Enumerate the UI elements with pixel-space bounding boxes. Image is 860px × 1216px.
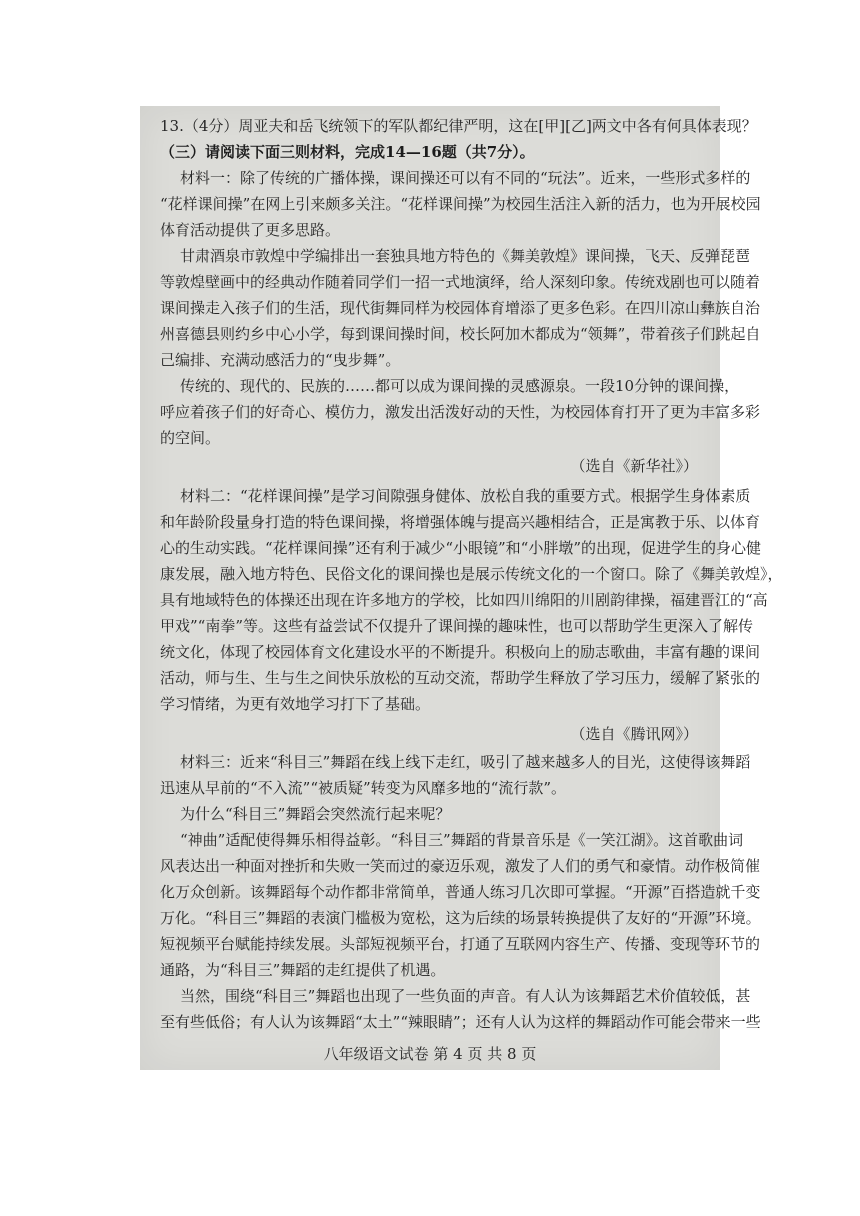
page-footer: 八年级语文试卷 第 4 页 共 8 页: [323, 1045, 537, 1063]
section-heading: （三）请阅读下面三则材料，完成14—16题（共7分）。: [160, 143, 535, 161]
paragraph-line: 统文化，体现了校园体育文化建设水平的不断提升。积极向上的励志歌曲，丰富有趣的课间: [160, 643, 761, 661]
paragraph-line: 课间操走入孩子们的生活，现代街舞同样为校园体育增添了更多色彩。在四川凉山彝族自治: [160, 299, 761, 317]
paragraph-line: 己编排、充满动感活力的“曳步舞”。: [160, 351, 401, 369]
paragraph-line: 甘肃酒泉市敦煌中学编排出一套独具地方特色的《舞美敦煌》课间操，飞天、反弹琵琶: [180, 247, 751, 265]
paragraph-line: 至有些低俗；有人认为该舞蹈“太土”“辣眼睛”；还有人认为这样的舞蹈动作可能会带来一些: [160, 1013, 761, 1031]
question-13: 13.（4分）周亚夫和岳飞统领下的军队都纪律严明，这在[甲][乙]两文中各有何具体表现？: [160, 117, 757, 135]
paragraph-line: 传统的、现代的、民族的……都可以成为课间操的灵感源泉。一段10分钟的课间操，: [180, 377, 740, 395]
paragraph-line: 学习情绪，为更有效地学习打下了基础。: [160, 695, 431, 713]
paragraph-line: 当然，围绕“科目三”舞蹈也出现了一些负面的声音。有人认为该舞蹈艺术价值较低，甚: [180, 987, 751, 1005]
paragraph-line: 体育活动提供了更多思路。: [160, 221, 341, 239]
paragraph-line: 康发展，融入地方特色、民俗文化的课间操也是展示传统文化的一个窗口。除了《舞美敦煌》，: [160, 565, 783, 583]
paragraph-line: 通路，为“科目三”舞蹈的走红提供了机遇。: [160, 961, 446, 979]
paragraph-line: 为什么“科目三”舞蹈会突然流行起来呢？: [180, 805, 451, 823]
paragraph-line: 迅速从早前的“不入流”“被质疑”转变为风靡多地的“流行款”。: [160, 779, 567, 797]
paragraph-line: 化万众创新。该舞蹈每个动作都非常简单，普通人练习几次即可掌握。“开源”百搭造就千变: [160, 883, 761, 901]
paragraph-line: 风表达出一种面对挫折和失败一笑而过的豪迈乐观，激发了人们的勇气和豪情。动作极简催: [160, 857, 761, 875]
paragraph-line: 的空间。: [160, 429, 221, 447]
source-citation: （选自《腾讯网》）: [570, 725, 698, 743]
paragraph-line: 甲戏”“南拳”等。这些有益尝试不仅提升了课间操的趣味性，也可以帮助学生更深入了解传: [160, 617, 754, 635]
paragraph-line: 等敦煌壁画中的经典动作随着同学们一招一式地演绎，给人深刻印象。传统戏剧也可以随着: [160, 273, 761, 291]
paragraph-line: “花样课间操”在网上引来颇多关注。“花样课间操”为校园生活注入新的活力，也为开展校园: [160, 195, 761, 213]
paragraph-line: 材料一：除了传统的广播体操，课间操还可以有不同的“玩法”。近来，一些形式多样的: [180, 169, 751, 187]
source-citation: （选自《新华社》）: [570, 457, 698, 475]
paragraph-line: 具有地域特色的体操还出现在许多地方的学校，比如四川绵阳的川剧韵律操，福建晋江的“高: [160, 591, 768, 609]
paragraph-line: 呼应着孩子们的好奇心、模仿力，激发出活泼好动的天性，为校园体育打开了更为丰富多彩: [160, 403, 761, 421]
paragraph-line: 心的生动实践。“花样课间操”还有利于减少“小眼镜”和“小胖墩”的出现，促进学生的身心健: [160, 539, 762, 557]
paragraph-line: 万化。“科目三”舞蹈的表演门槛极为宽松，这为后续的场景转换提供了友好的“开源”环境。: [160, 909, 761, 927]
exam-page: [140, 106, 783, 1070]
paragraph-line: 短视频平台赋能持续发展。头部短视频平台，打通了互联网内容生产、传播、变现等环节的: [160, 935, 761, 953]
paragraph-line: 材料二：“花样课间操”是学习间隙强身健体、放松自我的重要方式。根据学生身体素质: [180, 487, 751, 505]
paragraph-line: 州喜德县则约乡中心小学，每到课间操时间，校长阿加木都成为“领舞”，带着孩子们跳起自: [160, 325, 761, 343]
paragraph-line: 材料三：近来“科目三”舞蹈在线上线下走红，吸引了越来越多人的目光，这使得该舞蹈: [180, 753, 751, 771]
paragraph-line: “神曲”适配使得舞乐相得益彰。“科目三”舞蹈的背景音乐是《一笑江湖》。这首歌曲词: [180, 831, 744, 849]
paragraph-line: 活动，师与生、生与生之间快乐放松的互动交流，帮助学生释放了学习压力，缓解了紧张的: [160, 669, 761, 687]
paragraph-line: 和年龄阶段量身打造的特色课间操，将增强体魄与提高兴趣相结合，正是寓教于乐、以体育: [160, 513, 761, 531]
